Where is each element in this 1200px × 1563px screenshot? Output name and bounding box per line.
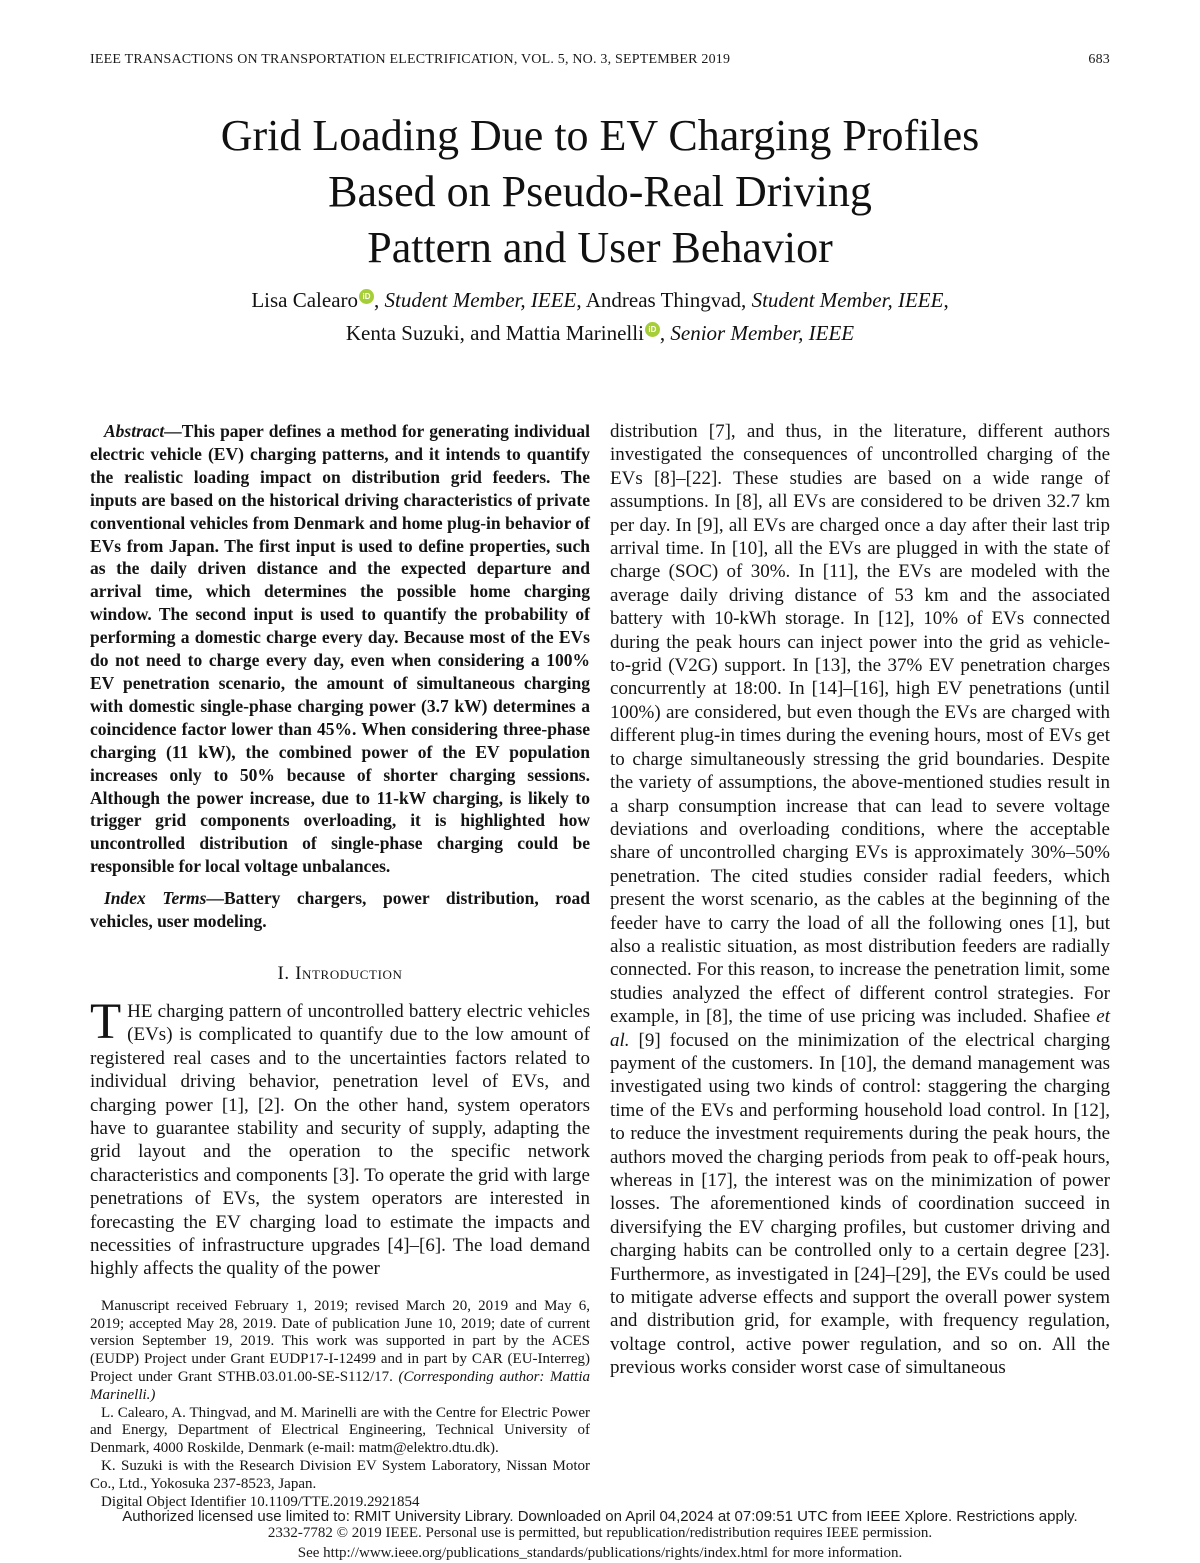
copyright-line-2	[90, 1543, 1110, 1563]
right-column	[610, 420, 1110, 1511]
intro-paragraph	[90, 993, 590, 1281]
left-column	[90, 420, 590, 1511]
abstract-text: This paper defines a method for generating individual electric vehicle (EV) charging patterns, and it intends to quantify the realistic loading impact on distribution grid feeders. The inputs are based on the historical driving characteristics of private conventional vehicles from Denmark and home plug-in behavior of EVs from Japan. The first input is used to define properties, such as the daily driven distance and the expected departure and arrival time, which determines the possible home charging window. The second input is used to quantify the probability of performing a domestic charge every day. Because most of the EVs do not need to charge every day, even when considering a 100% EV penetration scenario, the amount of simultaneous charging with domestic single-phase charging power (3.7 kW) determines a coincidence factor lower than 45%. When considering three-phase charging (11 kW), the combined power of the EV population increases only to 50% because of shorter charging sessions. Although the power increase, due to 11-kW charging, is likely to trigger grid components overloading, it is highlighted how uncontrolled distribution of single-phase charging could be responsible for local voltage unbalances.	[90, 421, 590, 877]
author-line-1	[90, 284, 1110, 317]
index-terms-paragraph	[90, 887, 590, 933]
paper-title	[90, 108, 1110, 276]
page-number: 683	[1088, 52, 1110, 67]
journal-header-text: IEEE TRANSACTIONS ON TRANSPORTATION ELECTRIFICATION, VOL. 5, NO. 3, SEPTEMBER 2019	[90, 52, 731, 67]
copyright-line-2-pre: See	[297, 1545, 324, 1562]
footnote-doi: Digital Object Identifier 10.1109/TTE.2019.2921854	[101, 1493, 420, 1510]
rights-url-link[interactable]: http://www.ieee.org/publications_standards/publications/rights/index.html	[323, 1545, 769, 1562]
abstract-paragraph	[90, 420, 590, 878]
author-separator: ,	[374, 288, 385, 312]
index-terms-label: Index Terms—	[104, 888, 224, 909]
abstract-label: Abstract—	[104, 421, 182, 441]
intro-text: HE charging pattern of uncontrolled battery electric vehicles (EVs) is complicated to quantify due to the low amount of registered real cases and to the uncertainties factors related to individual driving behavior, penetration level of EVs, and charging power [1], [2]. On the other hand, system operators have to guarantee stability and security of supply, adapting the grid layout and the operation to the specific network characteristics and components [3]. To operate the grid with large penetrations of EVs, the system operators are interested in forecasting the EV charging load to estimate the impacts and necessities of infrastructure upgrades [4]–[6]. The load demand highly affects the quality of the power	[90, 1000, 590, 1280]
author-line-2	[90, 317, 1110, 350]
section-heading-introduction: I. Introduction	[277, 962, 403, 984]
author-separator: ,	[659, 321, 671, 345]
author-name: , Andreas Thingvad,	[576, 288, 752, 312]
right-column-text-2: [9] focused on the minimization of the electrical charging payment of the customers. In [10], the demand management was investigated using two kinds of control: staggering the charging time of the EVs and performing household load control. In [12], to reduce the investment requirements during the peak hours, the authors moved the charging periods from peak to off-peak hours, whereas in [17], the interest was on the minimization of power losses. The aforementioned kinds of coordination succeed in diversifying the EV charging profiles, but customer driving and charging habits can be controlled only to a certain degree [23]. Furthermore, as investigated in [24]–[29], the EVs could be used to mitigate adverse effects and support the overall power system and distribution grid, for example, with frequency regulation, voltage control, active power regulation, and so on. All the previous works consider worst case of simultaneous	[610, 1029, 1110, 1379]
et-al-italic: et al.	[610, 1006, 1110, 1051]
member-grade: Student Member, IEEE	[384, 288, 577, 312]
footnote-manuscript	[90, 1298, 590, 1405]
copyright-notice	[90, 1523, 1110, 1563]
footnote-affiliation-nissan: K. Suzuki is with the Research Division EV System Laboratory, Nissan Motor Co., Ltd., Yokosuka 237-8523, Japan.	[90, 1457, 590, 1492]
two-column-body	[90, 420, 1110, 1511]
author-list	[90, 284, 1110, 350]
author-separator: ,	[943, 288, 949, 312]
running-header	[90, 52, 1110, 68]
author-name: Kenta Suzuki, and Mattia Marinelli	[345, 321, 644, 345]
footnote-affiliation-dtu: L. Calearo, A. Thingvad, and M. Marinelli are with the Centre for Electric Power and Energy, Department of Electrical Engineering, Technical University of Denmark, 4000 Roskilde, Denmark (e-mail: matm@elektro.dtu.dk).	[90, 1404, 590, 1457]
title-line-1: Grid Loading Due to EV Charging Profiles	[220, 111, 980, 160]
index-terms-text: Battery chargers, power distribution, road vehicles, user modeling.	[90, 888, 590, 932]
orcid-icon[interactable]: iD	[359, 289, 374, 304]
corresponding-author-note: (Corresponding author: Mattia Marinelli.)	[90, 1369, 591, 1403]
title-line-3: Pattern and User Behavior	[367, 223, 833, 272]
member-grade: Senior Member, IEEE	[670, 321, 855, 345]
copyright-line-2-post: for more information.	[768, 1545, 903, 1562]
drop-cap: T	[90, 993, 122, 1050]
xplore-download-stamp: Authorized licensed use limited to: RMIT University Library. Downloaded on April 04,2024 at 07:09:51 UTC from IEEE Xplore. Restrictions apply.	[122, 1508, 1078, 1525]
member-grade: Student Member, IEEE	[751, 288, 944, 312]
title-line-2: Based on Pseudo-Real Driving	[328, 167, 872, 216]
footnote-manuscript-text: Manuscript received February 1, 2019; revised March 20, 2019 and May 6, 2019; accepted May 28, 2019. Date of publication June 10, 2019; date of current version September 19, 2019. This work was supported in part by the ACES (EUDP) Project under Grant EUDP17-I-12499 and in part by CAR (EU-Interreg) Project under Grant STHB.03.01.00-SE-S112/17.	[90, 1297, 590, 1385]
author-name: Lisa Calearo	[251, 288, 359, 312]
copyright-line-1: 2332-7782 © 2019 IEEE. Personal use is permitted, but republication/redistribution requires IEEE permission.	[267, 1525, 933, 1542]
first-page-footnotes	[90, 1298, 590, 1512]
orcid-icon[interactable]: iD	[645, 322, 660, 337]
right-column-text-1: distribution [7], and thus, in the literature, different authors investigated the consequences of uncontrolled charging of the EVs [8]–[22]. These studies are based on a wide range of assumptions. In [8], all EVs are considered to be driven 32.7 km per day. In [9], all EVs are charged once a day after their last trip arrival time. In [10], all the EVs are plugged in with the state of charge (SOC) of 30%. In [11], the EVs are modeled with the average daily driving distance of 53 km and the associated battery with 10-kWh storage. In [12], 10% of EVs connected during the peak hours can inject power into the grid as vehicle-to-grid (V2G) support. In [13], the 37% EV penetration charges concurrently at 18:00. In [14]–[16], high EV penetrations (until 100%) are considered, but even though the EVs are charged with different plug-in times during the evening hours, most of EVs get to charge simultaneously stressing the grid boundaries. Despite the variety of assumptions, the above-mentioned studies result in a sharp consumption increase that can lead to severe voltage deviations and overloading conditions, where the acceptable share of uncontrolled charging EVs is approximately 30%–50% penetration. The cited studies consider radial feeders, which present the worst scenario, as the cables at the beginning of the feeder have to carry the load of all the following ones [1], but also a realistic situation, as most distribution feeders are radially connected. For this reason, to increase the penetration limit, some studies analyzed the effect of different control strategies. For example, in [8], the time of use pricing was included. Shafiee	[610, 421, 1110, 1028]
right-column-paragraph	[610, 420, 1110, 1380]
